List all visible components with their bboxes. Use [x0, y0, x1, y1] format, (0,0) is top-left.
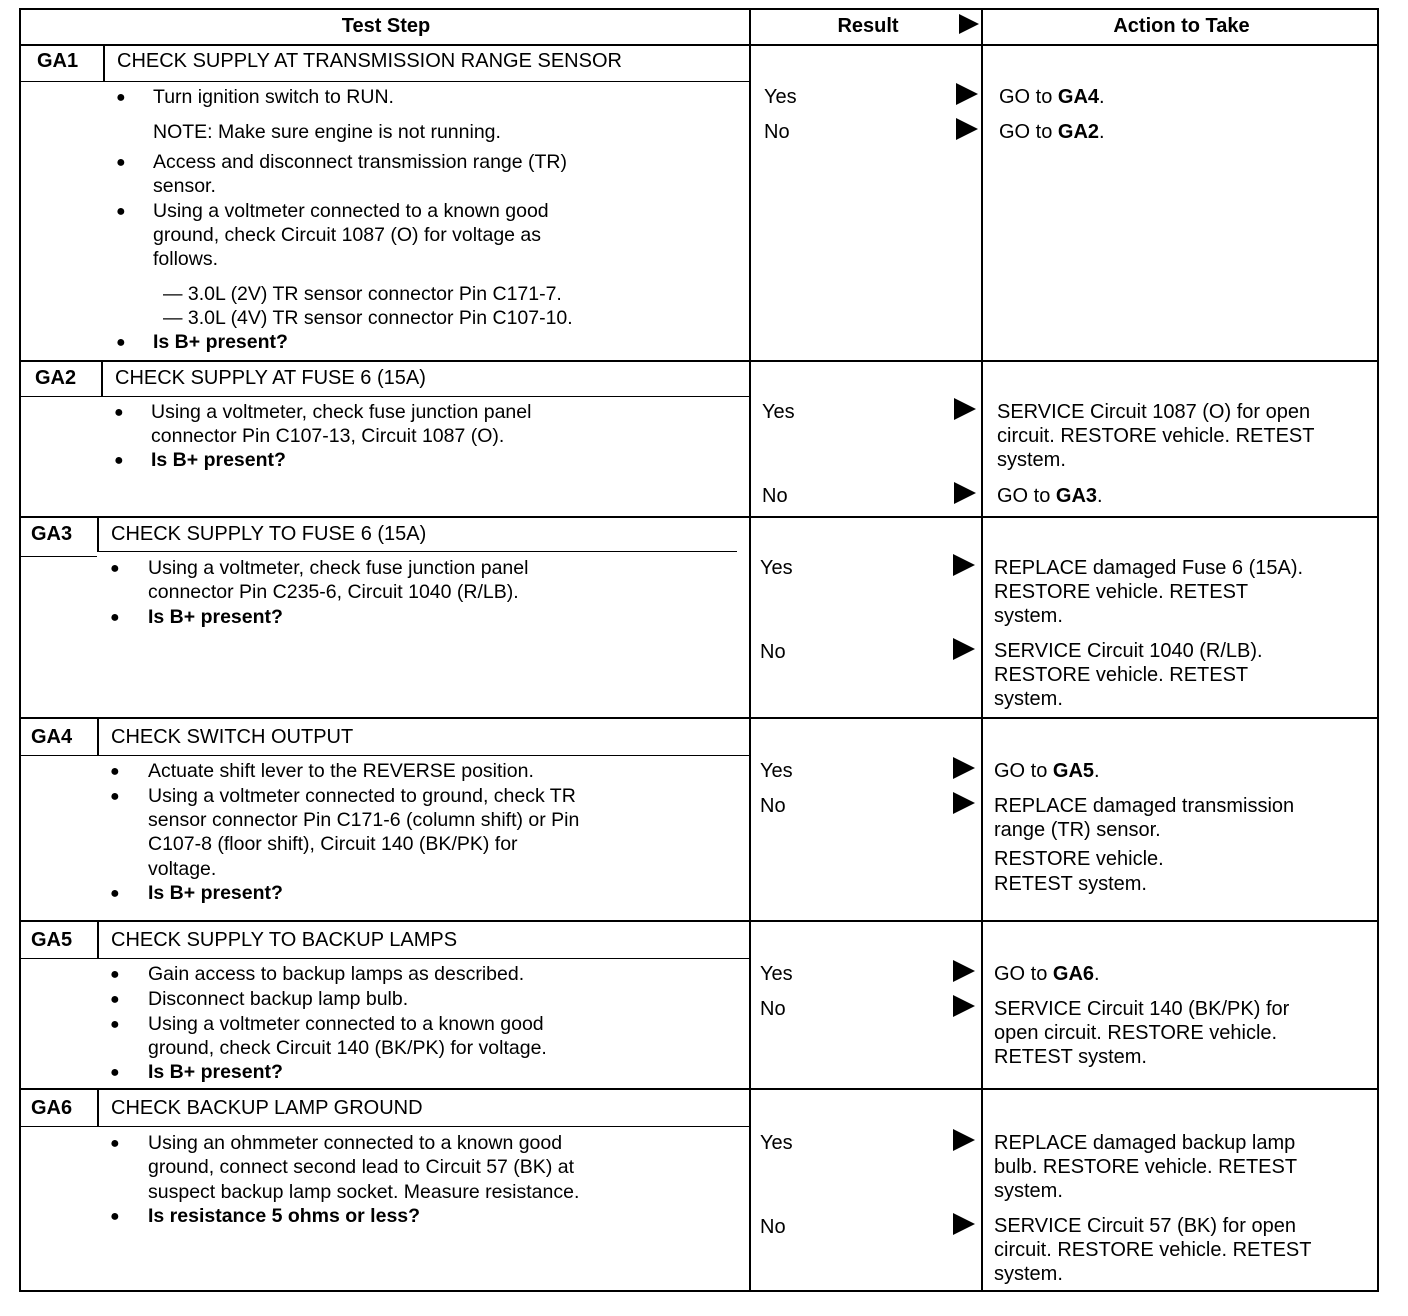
result-label: No [764, 121, 790, 143]
result-label: No [760, 1216, 786, 1238]
step-question: Is B+ present? [148, 606, 283, 628]
arrow-icon [956, 118, 978, 140]
row-divider [21, 920, 1377, 922]
bullet-icon: ● [110, 1135, 120, 1152]
divider-action [981, 10, 983, 1290]
step-line: Disconnect backup lamp bulb. [148, 988, 409, 1010]
step-line: C107-8 (floor shift), Circuit 140 (BK/PK) for [148, 833, 518, 855]
action-text: system. [994, 605, 1063, 627]
action-text: system. [994, 688, 1063, 710]
step-question: Is B+ present? [148, 1061, 283, 1083]
bullet-icon: ● [114, 452, 124, 469]
action-text: REPLACE damaged transmission [994, 795, 1295, 817]
result-label: Yes [764, 86, 797, 108]
action-text: open circuit. RESTORE vehicle. [994, 1022, 1278, 1044]
step-line: Access and disconnect transmission range (TR) [153, 151, 568, 173]
code-divider [97, 1088, 99, 1126]
action-text: system. [997, 449, 1066, 471]
result-label: No [762, 485, 788, 507]
bullet-icon: ● [110, 991, 120, 1008]
result-label: Yes [760, 557, 793, 579]
action-text: circuit. RESTORE vehicle. RETEST [994, 1239, 1312, 1261]
code-divider [101, 360, 103, 396]
action-text: system. [994, 1263, 1063, 1285]
step-title: CHECK SUPPLY AT FUSE 6 (15A) [115, 367, 426, 389]
step-note: NOTE: Make sure engine is not running. [153, 121, 501, 143]
row-divider [21, 516, 1377, 518]
step-line: sensor connector Pin C171-6 (column shift) or Pin [148, 809, 580, 831]
header-action: Action to Take [1113, 15, 1250, 37]
bullet-icon: ● [110, 763, 120, 780]
action-text: bulb. RESTORE vehicle. RETEST [994, 1156, 1298, 1178]
action-text: RETEST system. [994, 873, 1147, 895]
title-underline [21, 556, 97, 557]
step-line: Using a voltmeter connected to ground, check TR [148, 785, 576, 807]
bullet-icon: ● [110, 1064, 120, 1081]
step-line: sensor. [153, 175, 216, 197]
step-line: Using an ohmmeter connected to a known good [148, 1132, 563, 1154]
arrow-icon [953, 1129, 975, 1151]
code-divider [97, 516, 99, 551]
action-text: GO to GA6. [994, 963, 1100, 985]
action-text: SERVICE Circuit 1040 (R/LB). [994, 640, 1263, 662]
step-title: CHECK SUPPLY AT TRANSMISSION RANGE SENSOR [117, 50, 622, 72]
bullet-icon: ● [116, 334, 126, 351]
result-label: No [760, 641, 786, 663]
code-divider [97, 920, 99, 958]
title-underline [21, 81, 751, 82]
step-line: Using a voltmeter, check fuse junction panel [151, 401, 532, 423]
action-text: RESTORE vehicle. [994, 848, 1164, 870]
step-title: CHECK BACKUP LAMP GROUND [111, 1097, 423, 1119]
arrow-icon [956, 83, 978, 105]
title-underline [97, 551, 737, 552]
arrow-icon [953, 757, 975, 779]
step-line: suspect backup lamp socket. Measure resistance. [148, 1181, 580, 1203]
step-code: GA3 [31, 523, 73, 545]
action-text: RESTORE vehicle. RETEST [994, 581, 1249, 603]
action-text: GO to GA5. [994, 760, 1100, 782]
action-text: RESTORE vehicle. RETEST [994, 664, 1249, 686]
step-line: — 3.0L (4V) TR sensor connector Pin C107-10. [163, 307, 573, 329]
bullet-icon: ● [110, 885, 120, 902]
result-label: No [760, 795, 786, 817]
bullet-icon: ● [116, 154, 126, 171]
bullet-icon: ● [110, 560, 120, 577]
action-text: SERVICE Circuit 140 (BK/PK) for [994, 998, 1290, 1020]
table-header [21, 10, 1377, 46]
step-line: Actuate shift lever to the REVERSE position. [148, 760, 534, 782]
step-line: connector Pin C107-13, Circuit 1087 (O). [151, 425, 505, 447]
row-divider [21, 1088, 1377, 1090]
step-title: CHECK SUPPLY TO BACKUP LAMPS [111, 929, 458, 951]
step-question: Is B+ present? [151, 449, 286, 471]
step-code: GA4 [31, 726, 73, 748]
title-underline [21, 755, 751, 756]
step-line: — 3.0L (2V) TR sensor connector Pin C171-7. [163, 283, 562, 305]
bullet-icon: ● [114, 404, 124, 421]
action-text: RETEST system. [994, 1046, 1147, 1068]
action-text: range (TR) sensor. [994, 819, 1161, 841]
arrow-icon [953, 995, 975, 1017]
step-title: CHECK SUPPLY TO FUSE 6 (15A) [111, 523, 427, 545]
bullet-icon: ● [110, 1208, 120, 1225]
action-text: REPLACE damaged Fuse 6 (15A). [994, 557, 1304, 579]
arrow-icon [953, 960, 975, 982]
divider-result [749, 10, 751, 1290]
action-text: GO to GA2. [999, 121, 1105, 143]
arrow-icon [953, 638, 975, 660]
arrow-icon [954, 398, 976, 420]
step-line: Using a voltmeter connected to a known good [148, 1013, 544, 1035]
action-text: REPLACE damaged backup lamp [994, 1132, 1296, 1154]
title-underline [21, 396, 751, 397]
step-line: Using a voltmeter connected to a known good [153, 200, 549, 222]
bullet-icon: ● [110, 609, 120, 626]
step-line: ground, connect second lead to Circuit 57 (BK) at [148, 1156, 574, 1178]
arrow-icon [953, 1213, 975, 1235]
row-divider [21, 717, 1377, 719]
action-text: GO to GA4. [999, 86, 1105, 108]
step-line: ground, check Circuit 1087 (O) for voltage as [153, 224, 542, 246]
title-underline [21, 958, 751, 959]
result-label: Yes [760, 1132, 793, 1154]
code-divider [97, 717, 99, 755]
step-line: voltage. [148, 858, 217, 880]
step-code: GA1 [37, 50, 79, 72]
step-code: GA2 [35, 367, 77, 389]
title-underline [21, 1126, 751, 1127]
action-text: SERVICE Circuit 57 (BK) for open [994, 1215, 1296, 1237]
header-result: Result [837, 15, 899, 37]
bullet-icon: ● [116, 203, 126, 220]
bullet-icon: ● [110, 966, 120, 983]
step-line: ground, check Circuit 140 (BK/PK) for voltage. [148, 1037, 547, 1059]
arrow-icon [954, 482, 976, 504]
step-question: Is B+ present? [153, 331, 288, 353]
step-code: GA6 [31, 1097, 73, 1119]
result-label: Yes [762, 401, 795, 423]
step-line: connector Pin C235-6, Circuit 1040 (R/LB). [148, 581, 519, 603]
arrow-icon [953, 792, 975, 814]
arrow-icon [953, 554, 975, 576]
diagnostic-table [19, 8, 1379, 1292]
result-label: Yes [760, 963, 793, 985]
result-label: No [760, 998, 786, 1020]
step-question: Is resistance 5 ohms or less? [148, 1205, 421, 1227]
header-arrow-icon [959, 14, 979, 34]
step-line: Using a voltmeter, check fuse junction panel [148, 557, 529, 579]
action-text: GO to GA3. [997, 485, 1103, 507]
action-text: system. [994, 1180, 1063, 1202]
bullet-icon: ● [116, 89, 126, 106]
step-line: Turn ignition switch to RUN. [153, 86, 394, 108]
step-title: CHECK SWITCH OUTPUT [111, 726, 354, 748]
row-divider [21, 360, 1377, 362]
bullet-icon: ● [110, 788, 120, 805]
code-divider [103, 44, 105, 81]
header-test-step: Test Step [341, 15, 431, 37]
bullet-icon: ● [110, 1016, 120, 1033]
step-question: Is B+ present? [148, 882, 283, 904]
result-label: Yes [760, 760, 793, 782]
step-line: Gain access to backup lamps as described. [148, 963, 525, 985]
step-line: follows. [153, 248, 219, 270]
action-text: circuit. RESTORE vehicle. RETEST [997, 425, 1315, 447]
step-code: GA5 [31, 929, 73, 951]
action-text: SERVICE Circuit 1087 (O) for open [997, 401, 1311, 423]
